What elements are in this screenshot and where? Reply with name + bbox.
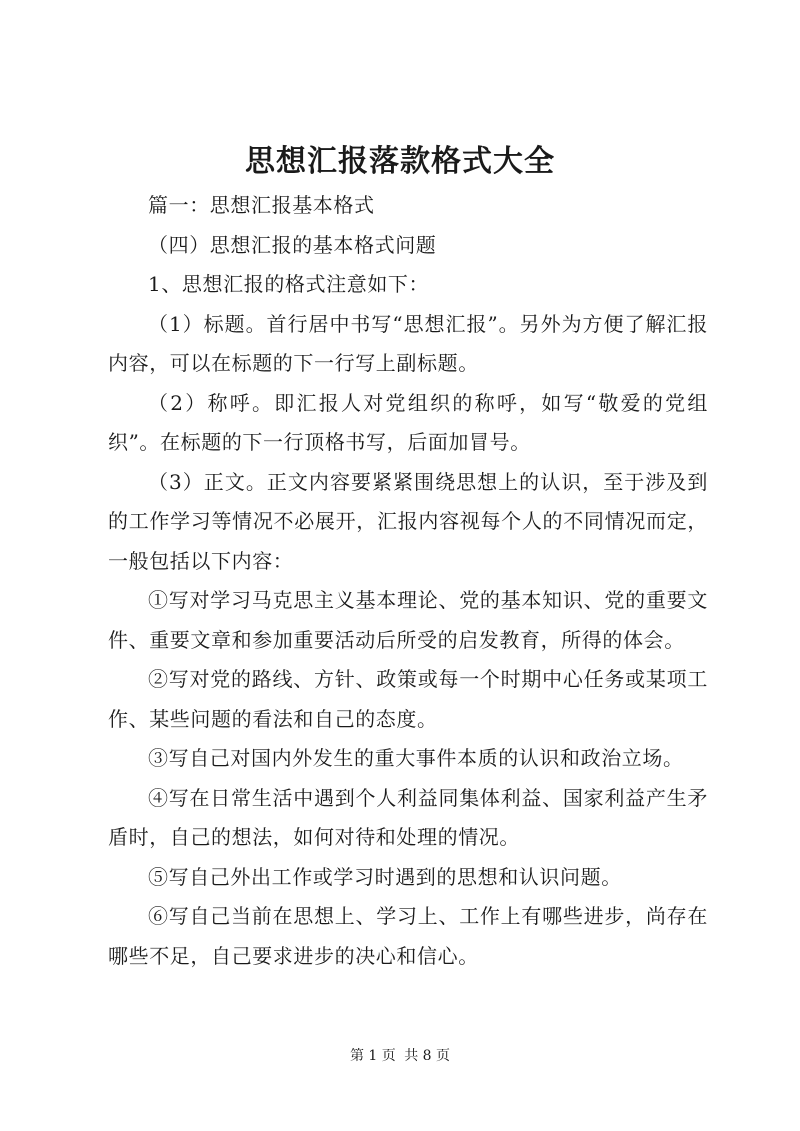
- document-title: 思想汇报落款格式大全: [245, 144, 555, 179]
- paragraph: （四）思想汇报的基本格式问题: [148, 232, 437, 257]
- paragraph: 1、思想汇报的格式注意如下：: [148, 272, 430, 296]
- paragraph: ②写对党的路线、方针、政策或每一个时期中心任务或某项工作、某些问题的看法和自己的态度。: [108, 667, 708, 731]
- page-total: 共 8 页: [404, 1048, 451, 1064]
- page-footer: [0, 1046, 800, 1066]
- paragraph: （2）称呼。即汇报人对党组织的称呼，如写“敬爱的党组织”。在标题的下一行顶格书写，后面加冒号。: [108, 390, 708, 454]
- paragraph: ①写对学习马克思主义基本理论、党的基本知识、党的重要文件、重要文章和参加重要活动后所受的启发教育，所得的体会。: [108, 588, 708, 652]
- paragraph: ④写在日常生活中遇到个人利益同集体利益、国家利益产生矛盾时，自己的想法，如何对待和处理的情况。: [108, 785, 708, 849]
- page-number: 第 1 页: [349, 1048, 396, 1064]
- document-body: [108, 186, 708, 976]
- paragraph: ③写自己对国内外发生的重大事件本质的认识和政治立场。: [148, 746, 684, 770]
- paragraph: 篇一：思想汇报基本格式: [148, 193, 375, 217]
- paragraph: ⑤写自己外出工作或学习时遇到的思想和认识问题。: [148, 864, 622, 889]
- paragraph: ⑥写自己当前在思想上、学习上、工作上有哪些进步，尚存在哪些不足，自己要求进步的决心和信心。: [108, 904, 708, 968]
- paragraph: （3）正文。正文内容要紧紧围绕思想上的认识，至于涉及到的工作学习等情况不必展开，汇报内容视每个人的不同情况而定，一般包括以下内容：: [108, 469, 708, 573]
- paragraph: （1）标题。首行居中书写“思想汇报”。另外为方便了解汇报内容，可以在标题的下一行写上副标题。: [108, 311, 708, 375]
